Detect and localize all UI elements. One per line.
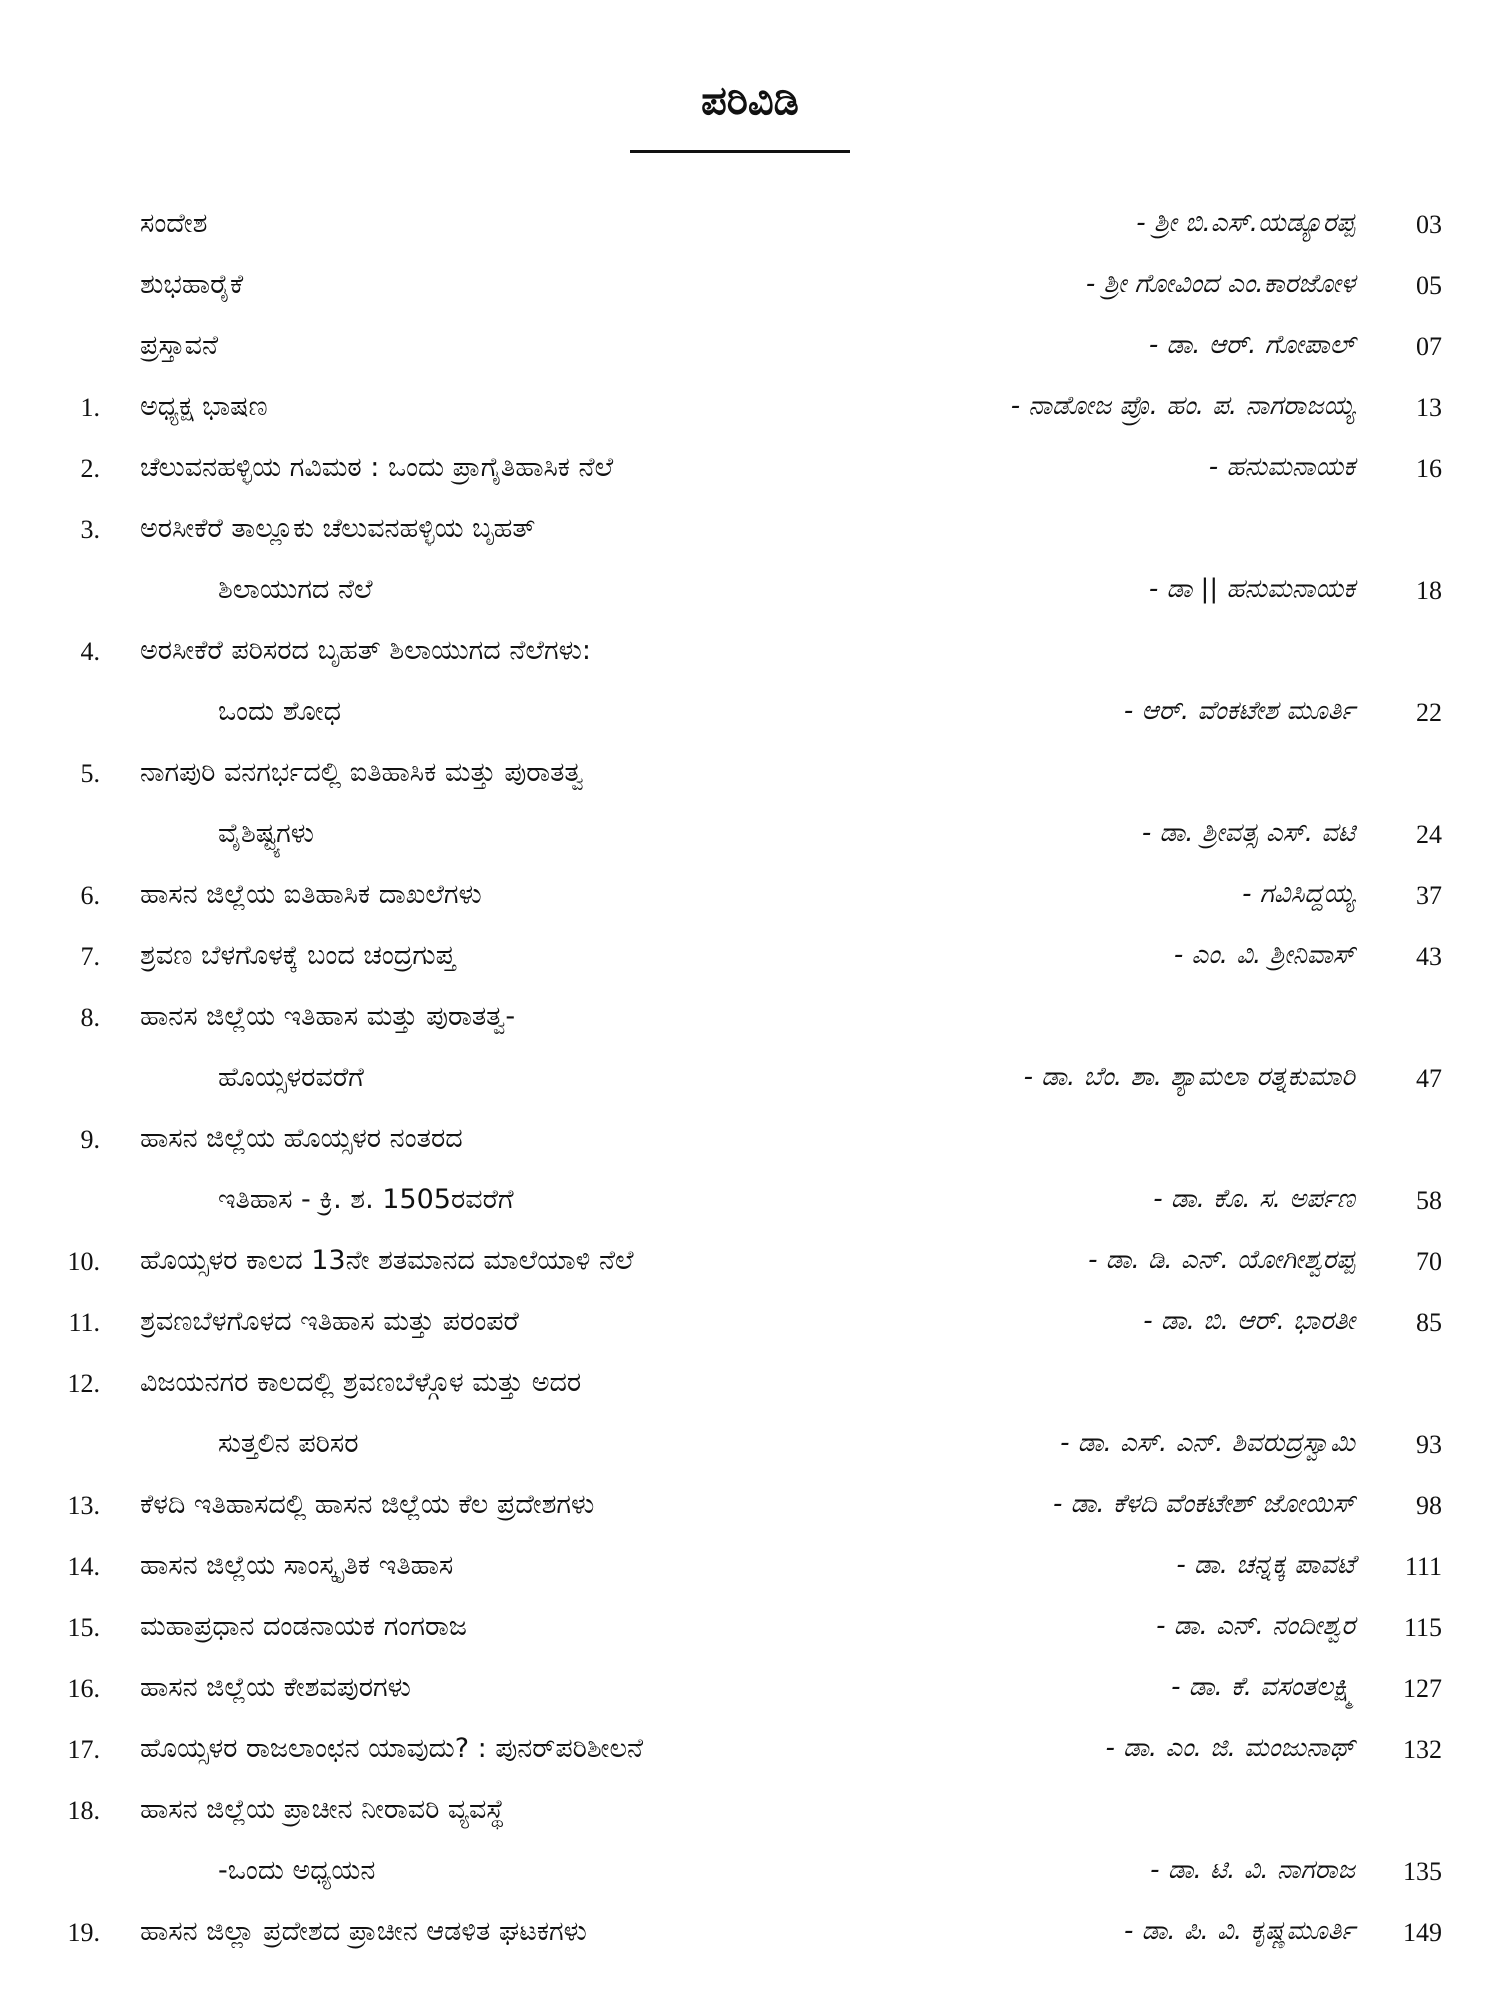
toc-entry-line	[0, 444, 1500, 505]
toc-entry-line	[0, 688, 1500, 749]
toc-entry-line	[0, 1786, 1500, 1847]
entry-author: - ಆರ್. ವೆಂಕಟೇಶ ಮೂರ್ತಿ	[1123, 696, 1355, 726]
entry-author: - ಡಾ. ಎಸ್. ಎನ್. ಶಿವರುದ್ರಸ್ವಾಮಿ	[1060, 1428, 1355, 1458]
toc-entry-line	[0, 749, 1500, 810]
toc-entry	[0, 444, 1500, 505]
toc-entry-line	[0, 871, 1500, 932]
entry-page-number: 22	[1416, 698, 1442, 727]
entry-author: - ಶ್ರೀ ಬಿ.ಎಸ್.ಯಡ್ಯೂರಪ್ಪ	[1136, 208, 1355, 238]
toc-entry	[0, 993, 1500, 1115]
entry-number: 12.	[67, 1369, 100, 1398]
entry-author: - ಡಾ. ಬೆಂ. ಶಾ. ಶ್ಯಾಮಲಾ ರತ್ನಕುಮಾರಿ	[1023, 1062, 1355, 1092]
toc-entry	[0, 1237, 1500, 1298]
entry-title: ಶುಭಹಾರೈಕೆ	[140, 269, 244, 300]
toc-entry	[0, 1603, 1500, 1664]
entry-number: 1.	[80, 393, 100, 422]
toc-entry-line	[0, 200, 1500, 261]
entry-number: 14.	[67, 1552, 100, 1581]
entry-title: ಪ್ರಸ್ತಾವನೆ	[140, 330, 219, 361]
entry-page-number: 13	[1416, 393, 1442, 422]
entry-author: - ಡಾ. ಬಿ. ಆರ್. ಭಾರತೀ	[1143, 1306, 1355, 1336]
entry-author: - ಡಾ. ಕೆಳದಿ ವೆಂಕಟೇಶ್ ಜೋಯಿಸ್	[1052, 1489, 1355, 1519]
entry-number: 15.	[67, 1613, 100, 1642]
toc-entry	[0, 1908, 1500, 1969]
toc-entry-line	[0, 383, 1500, 444]
entry-author: - ಡಾ. ಡಿ. ಎನ್. ಯೋಗೀಶ್ವರಪ್ಪ	[1088, 1245, 1355, 1275]
entry-page-number: 05	[1416, 271, 1442, 300]
entry-number: 19.	[67, 1918, 100, 1947]
entry-page-number: 135	[1403, 1857, 1442, 1886]
toc-entry	[0, 627, 1500, 749]
entry-number: 7.	[80, 942, 100, 971]
entry-page-number: 58	[1416, 1186, 1442, 1215]
toc-entry-line	[0, 261, 1500, 322]
toc-entry-line	[0, 322, 1500, 383]
toc-entry-line	[0, 932, 1500, 993]
toc-entry	[0, 383, 1500, 444]
toc-entry	[0, 1481, 1500, 1542]
entry-number: 6.	[80, 881, 100, 910]
entry-title: ಶ್ರವಣಬೆಳಗೊಳದ ಇತಿಹಾಸ ಮತ್ತು ಪರಂಪರೆ	[140, 1306, 519, 1337]
entry-page-number: 149	[1403, 1918, 1442, 1947]
entry-author: - ಡಾ. ಶ್ರೀವತ್ಸ ಎಸ್. ವಟಿ	[1141, 818, 1355, 848]
entry-title: ಹಾಸನ ಜಿಲ್ಲೆಯ ಐತಿಹಾಸಿಕ ದಾಖಲೆಗಳು	[140, 879, 482, 910]
toc-entry-line	[0, 627, 1500, 688]
toc-entry-line	[0, 1115, 1500, 1176]
entry-title: ಹಾಸನ ಜಿಲ್ಲಾ ಪ್ರದೇಶದ ಪ್ರಾಚೀನ ಆಡಳಿತ ಘಟಕಗಳು	[140, 1916, 587, 1947]
entry-author: - ಡಾ. ಟಿ. ವಿ. ನಾಗರಾಜ	[1150, 1855, 1355, 1885]
entry-number: 17.	[67, 1735, 100, 1764]
toc-entry-line	[0, 1176, 1500, 1237]
entry-author: - ಡಾ. ಕೊ. ಸ. ಅರ್ಪಣ	[1153, 1184, 1355, 1214]
entry-page-number: 43	[1416, 942, 1442, 971]
entry-page-number: 16	[1416, 454, 1442, 483]
entry-author: - ಹನುಮನಾಯಕ	[1208, 452, 1355, 482]
entry-page-number: 07	[1416, 332, 1442, 361]
toc-entry-line	[0, 1054, 1500, 1115]
toc-entry-line	[0, 1542, 1500, 1603]
toc-entry	[0, 1786, 1500, 1908]
entry-title: ವಿಜಯನಗರ ಕಾಲದಲ್ಲಿ ಶ್ರವಣಬೆಳ್ಗೊಳ ಮತ್ತು ಅದರ	[140, 1367, 582, 1398]
entry-number: 11.	[68, 1308, 100, 1337]
entry-author: - ಗವಿಸಿದ್ದಯ್ಯ	[1242, 879, 1355, 909]
entry-page-number: 85	[1416, 1308, 1442, 1337]
entry-author: - ಶ್ರೀ ಗೋವಿಂದ ಎಂ.ಕಾರಜೋಳ	[1085, 269, 1355, 299]
toc-entry-line	[0, 1420, 1500, 1481]
toc-entry-line	[0, 1481, 1500, 1542]
entry-number: 5.	[80, 759, 100, 788]
entry-title: ಸುತ್ತಲಿನ ಪರಿಸರ	[218, 1428, 359, 1459]
entry-page-number: 98	[1416, 1491, 1442, 1520]
toc-entry-line	[0, 1847, 1500, 1908]
toc-entry-line	[0, 810, 1500, 871]
entry-number: 3.	[80, 515, 100, 544]
entry-title: ಶಿಲಾಯುಗದ ನೆಲೆ	[218, 574, 373, 605]
entry-page-number: 70	[1416, 1247, 1442, 1276]
toc-entry	[0, 1664, 1500, 1725]
entry-author: - ಡಾ. ಕೆ. ವಸಂತಲಕ್ಷ್ಮಿ	[1171, 1672, 1355, 1702]
entry-number: 13.	[67, 1491, 100, 1520]
entry-title: -ಒಂದು ಅಧ್ಯಯನ	[218, 1855, 376, 1886]
entry-page-number: 127	[1403, 1674, 1442, 1703]
entry-page-number: 93	[1416, 1430, 1442, 1459]
entry-number: 16.	[67, 1674, 100, 1703]
entry-title: ಹಾನಸ ಜಿಲ್ಲೆಯ ಇತಿಹಾಸ ಮತ್ತು ಪುರಾತತ್ವ-	[140, 1001, 516, 1032]
toc-entry-line	[0, 1725, 1500, 1786]
entry-page-number: 37	[1416, 881, 1442, 910]
toc-entry-line	[0, 1908, 1500, 1969]
toc-entry-line	[0, 1664, 1500, 1725]
entry-title: ಹಾಸನ ಜಿಲ್ಲೆಯ ಕೇಶವಪುರಗಳು	[140, 1672, 411, 1703]
entry-title: ನಾಗಪುರಿ ವನಗರ್ಭದಲ್ಲಿ ಐತಿಹಾಸಿಕ ಮತ್ತು ಪುರಾತತ್ವ	[140, 757, 584, 788]
entry-title: ಮಹಾಪ್ರಧಾನ ದಂಡನಾಯಕ ಗಂಗರಾಜ	[140, 1611, 467, 1642]
toc-entry-line	[0, 993, 1500, 1054]
entry-title: ಸಂದೇಶ	[140, 208, 208, 239]
entry-title: ವೈಶಿಷ್ಟ್ಯಗಳು	[218, 818, 314, 849]
entry-number: 8.	[80, 1003, 100, 1032]
entry-title: ಹೊಯ್ಸಳರವರೆಗೆ	[218, 1062, 364, 1093]
entry-title: ಕೆಳದಿ ಇತಿಹಾಸದಲ್ಲಿ ಹಾಸನ ಜಿಲ್ಲೆಯ ಕೆಲ ಪ್ರದೇಶಗಳು	[140, 1489, 595, 1520]
entry-title: ಹೊಯ್ಸಳರ ಕಾಲದ 13ನೇ ಶತಮಾನದ ಮಾಲೆಯಾಳಿ ನೆಲೆ	[140, 1245, 634, 1276]
toc-entry	[0, 1725, 1500, 1786]
entry-title: ಅರಸೀಕೆರೆ ತಾಲ್ಲೂಕು ಚೆಲುವನಹಳ್ಳಿಯ ಬೃಹತ್	[140, 513, 536, 544]
page-title: ಪರಿವಿಡಿ	[701, 78, 799, 124]
entry-page-number: 24	[1416, 820, 1442, 849]
entry-number: 10.	[67, 1247, 100, 1276]
toc-entry	[0, 749, 1500, 871]
entry-title: ಇತಿಹಾಸ - ಕ್ರಿ. ಶ. 1505ರವರೆಗೆ	[218, 1184, 514, 1215]
entry-title: ಹಾಸನ ಜಿಲ್ಲೆಯ ಸಾಂಸ್ಕೃತಿಕ ಇತಿಹಾಸ	[140, 1550, 454, 1581]
toc-entry	[0, 505, 1500, 627]
table-of-contents	[0, 200, 1500, 1969]
entry-author: - ಡಾ. ಪಿ. ವಿ. ಕೃಷ್ಣಮೂರ್ತಿ	[1123, 1916, 1355, 1946]
entry-page-number: 03	[1416, 210, 1442, 239]
entry-title: ಒಂದು ಶೋಧ	[218, 696, 342, 727]
entry-author: - ಎಂ. ವಿ. ಶ್ರೀನಿವಾಸ್	[1173, 940, 1355, 970]
entry-number: 4.	[80, 637, 100, 666]
entry-author: - ಡಾ. ಎನ್. ನಂದೀಶ್ವರ	[1156, 1611, 1355, 1641]
entry-title: ಶ್ರವಣ ಬೆಳಗೊಳಕ್ಕೆ ಬಂದ ಚಂದ್ರಗುಪ್ತ	[140, 940, 456, 971]
toc-entry	[0, 1542, 1500, 1603]
entry-page-number: 115	[1403, 1613, 1442, 1642]
entry-number: 2.	[80, 454, 100, 483]
entry-page-number: 18	[1416, 576, 1442, 605]
toc-entry-line	[0, 1603, 1500, 1664]
toc-entry	[0, 1359, 1500, 1481]
entry-author: - ಡಾ. ಚನ್ನಕ್ಕ ಪಾವಟೆ	[1176, 1550, 1355, 1580]
entry-author: - ಡಾ. ಆರ್. ಗೋಪಾಲ್	[1148, 330, 1355, 360]
entry-title: ಅಧ್ಯಕ್ಷ ಭಾಷಣ	[140, 391, 268, 422]
toc-entry	[0, 1115, 1500, 1237]
entry-author: - ಡಾ || ಹನುಮನಾಯಕ	[1148, 574, 1355, 604]
title-underline	[630, 150, 850, 153]
entry-page-number: 47	[1416, 1064, 1442, 1093]
toc-entry	[0, 871, 1500, 932]
entry-title: ಹೊಯ್ಸಳರ ರಾಜಲಾಂಛನ ಯಾವುದು? : ಪುನರ್‌ಪರಿಶೀಲನೆ	[140, 1733, 644, 1764]
entry-title: ಹಾಸನ ಜಿಲ್ಲೆಯ ಪ್ರಾಚೀನ ನೀರಾವರಿ ವ್ಯವಸ್ಥೆ	[140, 1794, 505, 1825]
entry-number: 18.	[67, 1796, 100, 1825]
toc-entry	[0, 200, 1500, 261]
toc-entry-line	[0, 1237, 1500, 1298]
toc-entry	[0, 261, 1500, 322]
entry-page-number: 111	[1404, 1552, 1442, 1581]
toc-entry	[0, 932, 1500, 993]
toc-entry	[0, 1298, 1500, 1359]
entry-title: ಹಾಸನ ಜಿಲ್ಲೆಯ ಹೊಯ್ಸಳರ ನಂತರದ	[140, 1123, 463, 1154]
toc-entry-line	[0, 1359, 1500, 1420]
entry-author: - ಡಾ. ಎಂ. ಜಿ. ಮಂಜುನಾಥ್	[1105, 1733, 1355, 1763]
toc-entry	[0, 322, 1500, 383]
toc-entry-line	[0, 505, 1500, 566]
entry-title: ಚೆಲುವನಹಳ್ಳಿಯ ಗವಿಮಠ : ಒಂದು ಪ್ರಾಗೈತಿಹಾಸಿಕ ನೆಲೆ	[140, 452, 614, 483]
toc-entry-line	[0, 566, 1500, 627]
entry-number: 9.	[80, 1125, 100, 1154]
entry-title: ಅರಸೀಕೆರೆ ಪರಿಸರದ ಬೃಹತ್ ಶಿಲಾಯುಗದ ನೆಲೆಗಳು:	[140, 635, 591, 666]
entry-page-number: 132	[1403, 1735, 1442, 1764]
toc-entry-line	[0, 1298, 1500, 1359]
entry-author: - ನಾಡೋಜ ಪ್ರೊ. ಹಂ. ಪ. ನಾಗರಾಜಯ್ಯ	[1010, 391, 1355, 421]
